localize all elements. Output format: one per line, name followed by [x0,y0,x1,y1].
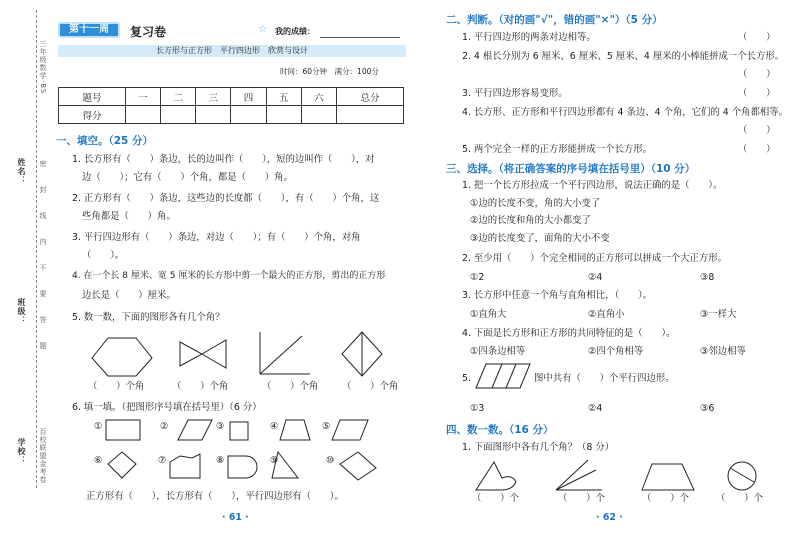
q4-line2: 边长是（ ）厘米。 [82,290,176,301]
choice-5: 图中共有（ ）个平行四边形。 [534,373,675,384]
q5-answer-2[interactable]: （ ）个角 [172,381,229,392]
count-answer-1[interactable]: （ ）个 [472,493,519,504]
choice-2: 2. 至少用（ ）个完全相同的正方形可以拼成一个大正方形。 [462,253,728,264]
section-4-title: 四、数一数。（16 分） [446,424,554,436]
choice-4-opt-3[interactable]: ③邻边相等 [700,346,746,357]
table-cell-input[interactable] [231,106,266,124]
judge-1-answer[interactable]: （ ） [738,32,776,43]
q6-label-9: ⑨ [270,455,279,466]
choice-2-opt-2[interactable]: ②4 [588,272,603,283]
q1-line1: 1. 长方形有（ ）条边，长的边叫作（ ），短的边叫作（ ），对 [72,154,375,165]
judge-3: 3. 平行四边形容易变形。 [462,88,568,99]
choice-1-opt-2[interactable]: ②边的长度和角的大小都变了 [470,215,591,226]
q5-figures [70,328,410,378]
side-school-label: 学校： [17,438,26,465]
table-cell: 总分 [336,88,403,106]
q6-label-7: ⑦ [158,455,167,466]
choice-3-opt-3[interactable]: ③一样大 [700,309,737,320]
table-cell: 五 [266,88,301,106]
q5-text: 5. 数一数，下面的图形各有几个角？ [72,312,225,323]
choice-3-opt-2[interactable]: ②直角小 [588,309,625,320]
side-class-label: 班级： [17,298,26,325]
choice-5-number: 5. [462,373,471,384]
q6-label-10: ⑩ [326,455,335,466]
q3-line2: （ ）。 [82,250,125,261]
section-3-title: 三、选择。（将正确答案的序号填在括号里）（10 分） [446,163,696,175]
judge-4: 4. 长方形、正方形和平行四边形都有 4 条边、4 个角，它们的 4 个角都相等。 [462,107,788,118]
table-cell: 一 [125,88,160,106]
judge-3-answer[interactable]: （ ） [738,88,776,99]
tilted-square-shape-6 [108,452,136,478]
hexagon-figure [92,338,152,376]
choice-4-opt-1[interactable]: ①四条边相等 [470,346,526,357]
q2-line1: 2. 正方形有（ ）条边，这些边的长度都（ ），有（ ）个角，这 [72,193,380,204]
choice-1: 1. 把一个长方形拉成一个平行四边形，说法正确的是（ ）。 [462,180,723,191]
table-cell: 二 [161,88,196,106]
week-badge [58,22,120,38]
count-figures [472,456,792,496]
page-title: 复习卷 [130,25,167,39]
table-cell: 三 [196,88,231,106]
score-table [58,87,404,124]
q6-text: 6. 填一填。（把图形序号填在括号里）（6 分） [72,402,262,413]
q4-line1: 4. 在一个长 8 厘米、宽 5 厘米的长方形中剪一个最大的正方形，剪出的正方形 [72,271,386,281]
tilted-rectangle-shape-10 [340,452,376,480]
q6-label-1: ① [94,421,103,432]
seal-line [36,10,37,488]
choice-1-opt-1[interactable]: ①边的长度不变，角的大小变了 [470,198,601,209]
table-cell: 题号 [59,88,126,106]
triangle-shape-9 [272,452,298,478]
judge-2-answer[interactable]: （ ） [738,69,776,80]
table-cell-input[interactable] [161,106,196,124]
section-2-title: 二、判断。（对的画"√"，错的画"×"）（5 分） [446,14,663,26]
parallelogram-shape-2 [178,420,212,440]
count-answer-3[interactable]: （ ）个 [642,493,689,504]
judge-1: 1. 平行四边形的两条对边相等。 [462,32,596,43]
choice-1-opt-3[interactable]: ③边的长度变了，面角的大小不变 [470,233,610,244]
choice-5-opt-2[interactable]: ②4 [588,403,603,414]
judge-4-answer[interactable]: （ ） [738,125,776,136]
trapezoid-figure [642,464,694,490]
rounded-shape-8 [228,456,257,478]
irregular-shape-7 [170,454,200,478]
kite-figure [342,332,382,376]
choice-4: 4. 下面是长方形和正方形的共同特征的是（ ）。 [462,328,676,339]
judge-5: 5. 两个完全一样的正方形能拼成一个长方形。 [462,144,653,155]
table-cell: 四 [231,88,266,106]
q5-answer-3[interactable]: （ ）个角 [262,381,319,392]
score-table-header [59,88,404,106]
q6-shapes [100,416,400,484]
table-cell-input[interactable] [301,106,336,124]
q6-answer[interactable]: 正方形有（ ），长方形有（ ），平行四边形有（ ）。 [86,491,344,502]
score-label: 我的成绩： [275,27,315,36]
rays-figure [556,460,602,490]
q1-line2: 边（ ）；它有（ ）个角，都是（ ）角。 [82,172,293,183]
section-1-title: 一、填空。（25 分） [56,135,154,147]
count-answer-4[interactable]: （ ）个 [716,493,763,504]
rectangle-shape-1 [106,420,140,440]
table-cell: 得分 [59,106,126,124]
score-table-row [59,106,404,124]
judge-2: 2. 4 根长分别为 6 厘米、6 厘米、5 厘米、4 厘米的小棒能拼成一个长方形。 [462,51,785,62]
choice-5-opt-3[interactable]: ③6 [700,403,715,414]
angle-lines-figure [260,332,310,374]
time-info: 时间：60分钟 满分：100分 [280,67,379,76]
topics-text: 长方形与正方形 平行四边形 欣赏与设计 [156,46,308,55]
q6-label-3: ③ [216,421,225,432]
side-publisher: 百校联盟金考卷 [39,428,47,484]
q2-line2: 些角都是（ ）角。 [82,211,176,222]
choice-3: 3. 长方形中任意一个角与直角相比，（ ）。 [462,290,653,301]
choice-4-opt-2[interactable]: ②四个角相等 [588,346,644,357]
side-name-label: 姓名： [17,158,26,185]
bowtie-figure [180,340,226,368]
side-seal-text: 密 封 线 内 不 要 答 题 [39,160,47,355]
star-icon: ☆ [258,24,267,35]
q6-label-6: ⑥ [94,455,103,466]
trapezoid-shape-4 [280,420,310,440]
table-cell-input[interactable] [266,106,301,124]
judge-5-answer[interactable]: （ ） [738,144,776,155]
q6-label-2: ② [160,421,169,432]
page-number-left: · 61 · [222,512,249,523]
choice-2-opt-1[interactable]: ①2 [470,272,485,283]
q5-answer-1[interactable]: （ ）个角 [88,381,145,392]
q5-answer-4[interactable]: （ ）个角 [342,381,399,392]
q6-label-4: ④ [270,421,279,432]
topics-bar [58,45,406,57]
choice-2-opt-3[interactable]: ③8 [700,272,715,283]
binding-strip [8,10,48,488]
table-cell: 六 [301,88,336,106]
table-cell-input[interactable] [336,106,403,124]
q6-label-5: ⑤ [322,421,331,432]
q3-line1: 3. 平行四边形有（ ）条边，对边（ ）；有（ ）个角，对角 [72,232,361,243]
square-shape-3 [230,422,248,440]
parallelogram-shape-5 [332,420,368,440]
count-1: 1. 下面图形中各有几个角？（8 分） [462,442,615,453]
q6-label-8: ⑧ [216,455,225,466]
side-subject: 三年级数学·BS [39,40,47,95]
table-cell-input[interactable] [196,106,231,124]
page-number-right: · 62 · [596,512,623,523]
circle-chord-figure [728,462,756,490]
week-badge-text: 第十一周 [69,24,109,35]
choice-3-opt-1[interactable]: ①直角大 [470,309,507,320]
curved-angle-figure [476,462,516,490]
choice-5-opt-1[interactable]: ①3 [470,403,485,414]
parallelogram-strip-figure [474,362,534,390]
score-line [320,37,400,38]
table-cell-input[interactable] [125,106,160,124]
count-answer-2[interactable]: （ ）个 [558,493,605,504]
